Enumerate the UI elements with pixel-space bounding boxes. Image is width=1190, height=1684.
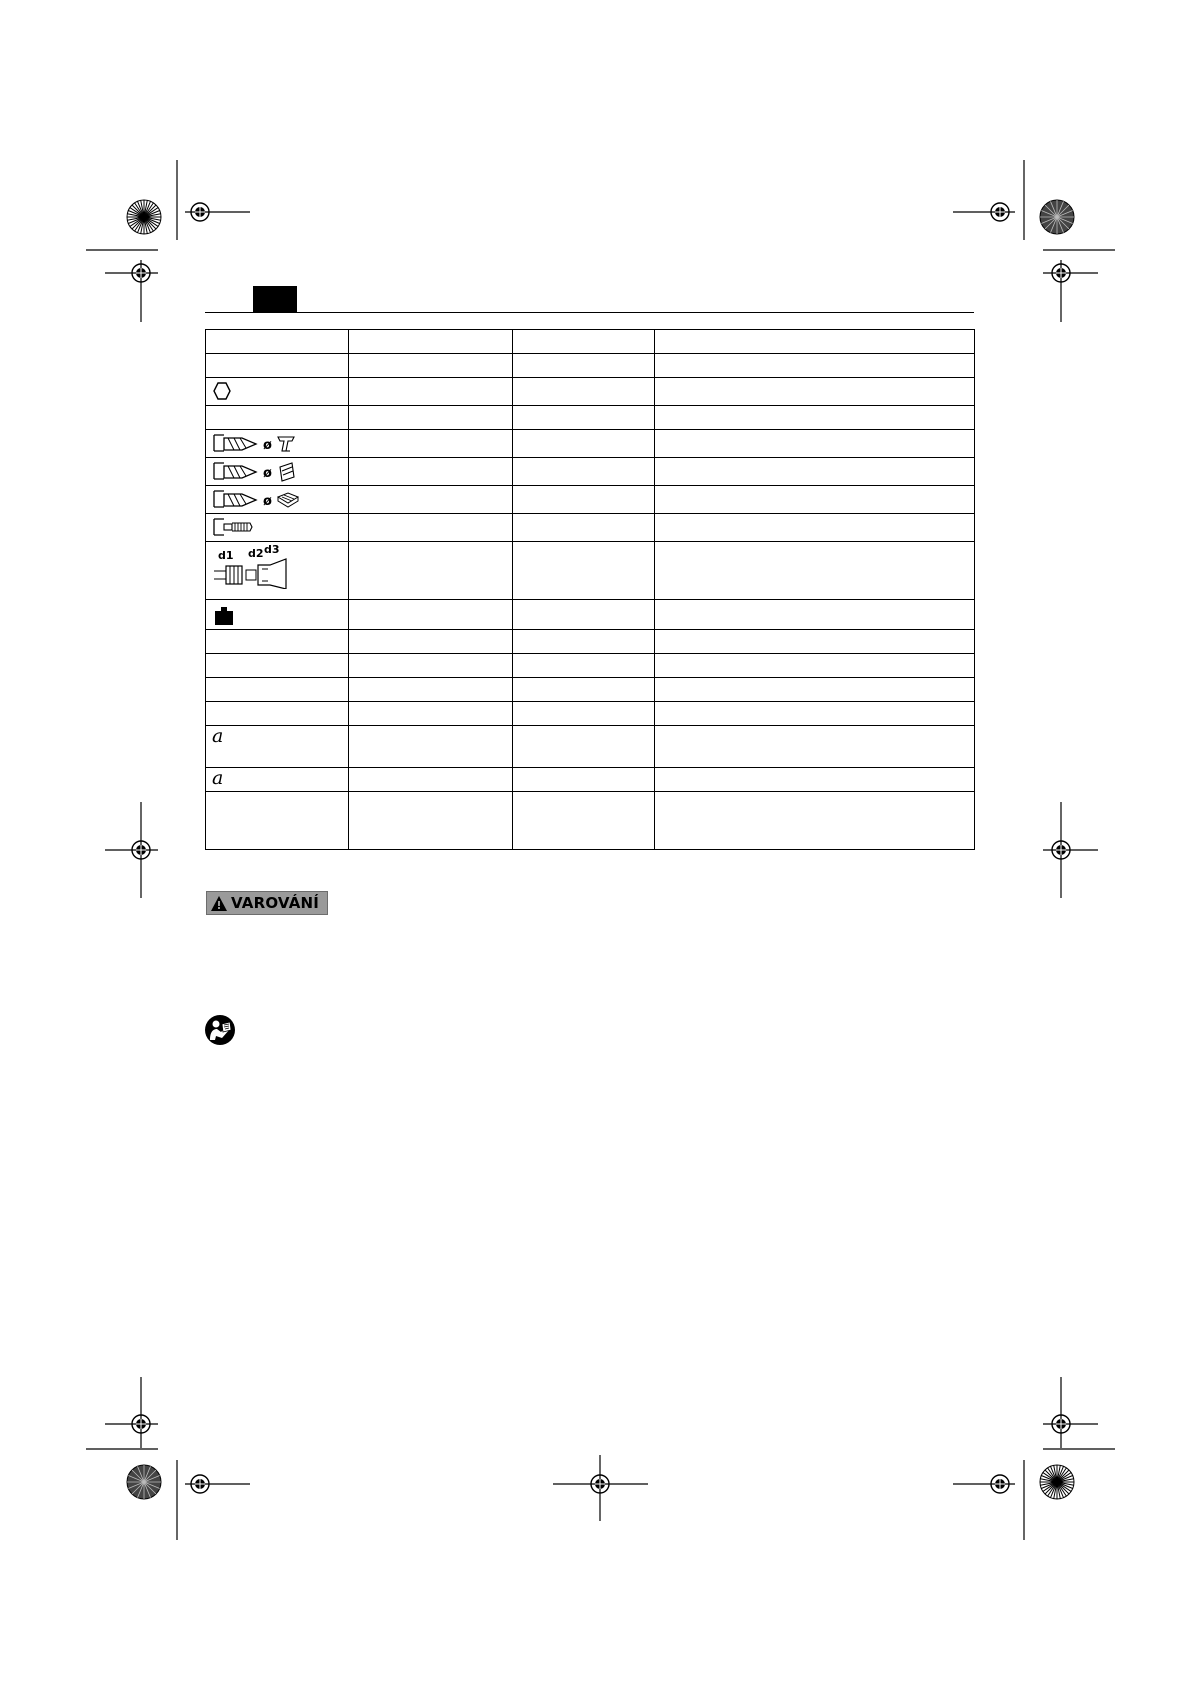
table-row xyxy=(206,768,975,792)
warning-badge xyxy=(206,891,328,915)
diameter-symbol: ø xyxy=(263,466,272,481)
alpha-symbol: a xyxy=(212,767,224,789)
table-row xyxy=(206,600,975,630)
table-row xyxy=(206,514,975,542)
table-row xyxy=(206,542,975,600)
weight-icon xyxy=(206,600,348,627)
chuck-diameter-icon xyxy=(206,542,348,589)
table-row xyxy=(206,406,975,430)
table-row xyxy=(206,678,975,702)
table-row xyxy=(206,726,975,768)
table-row xyxy=(206,630,975,654)
read-manual-icon xyxy=(204,1014,236,1046)
chuck-label-d1: d1 xyxy=(218,549,234,562)
table-row xyxy=(206,430,975,458)
table-row xyxy=(206,378,975,406)
table-row xyxy=(206,654,975,678)
language-tab xyxy=(253,286,297,312)
chuck-label-d3: d3 xyxy=(264,545,280,556)
thread-tap-icon xyxy=(206,514,348,539)
drill-steel-icon xyxy=(206,430,348,455)
alpha-symbol: a xyxy=(212,725,224,747)
table-row xyxy=(206,702,975,726)
diameter-symbol: ø xyxy=(263,438,272,453)
drill-wood-icon xyxy=(206,486,348,511)
warning-label: VAROVÁNÍ xyxy=(231,894,320,912)
diameter-symbol: ø xyxy=(263,494,272,509)
table-row xyxy=(206,792,975,850)
table-row xyxy=(206,486,975,514)
hexagon-icon xyxy=(206,378,348,401)
drill-aluminium-icon xyxy=(206,458,348,483)
table-row xyxy=(206,458,975,486)
warning-triangle-icon xyxy=(210,895,228,912)
technical-data-table xyxy=(205,329,975,850)
table-row xyxy=(206,330,975,354)
chuck-label-d2: d2 xyxy=(248,547,264,560)
header-rule xyxy=(205,312,974,313)
table-row xyxy=(206,354,975,378)
